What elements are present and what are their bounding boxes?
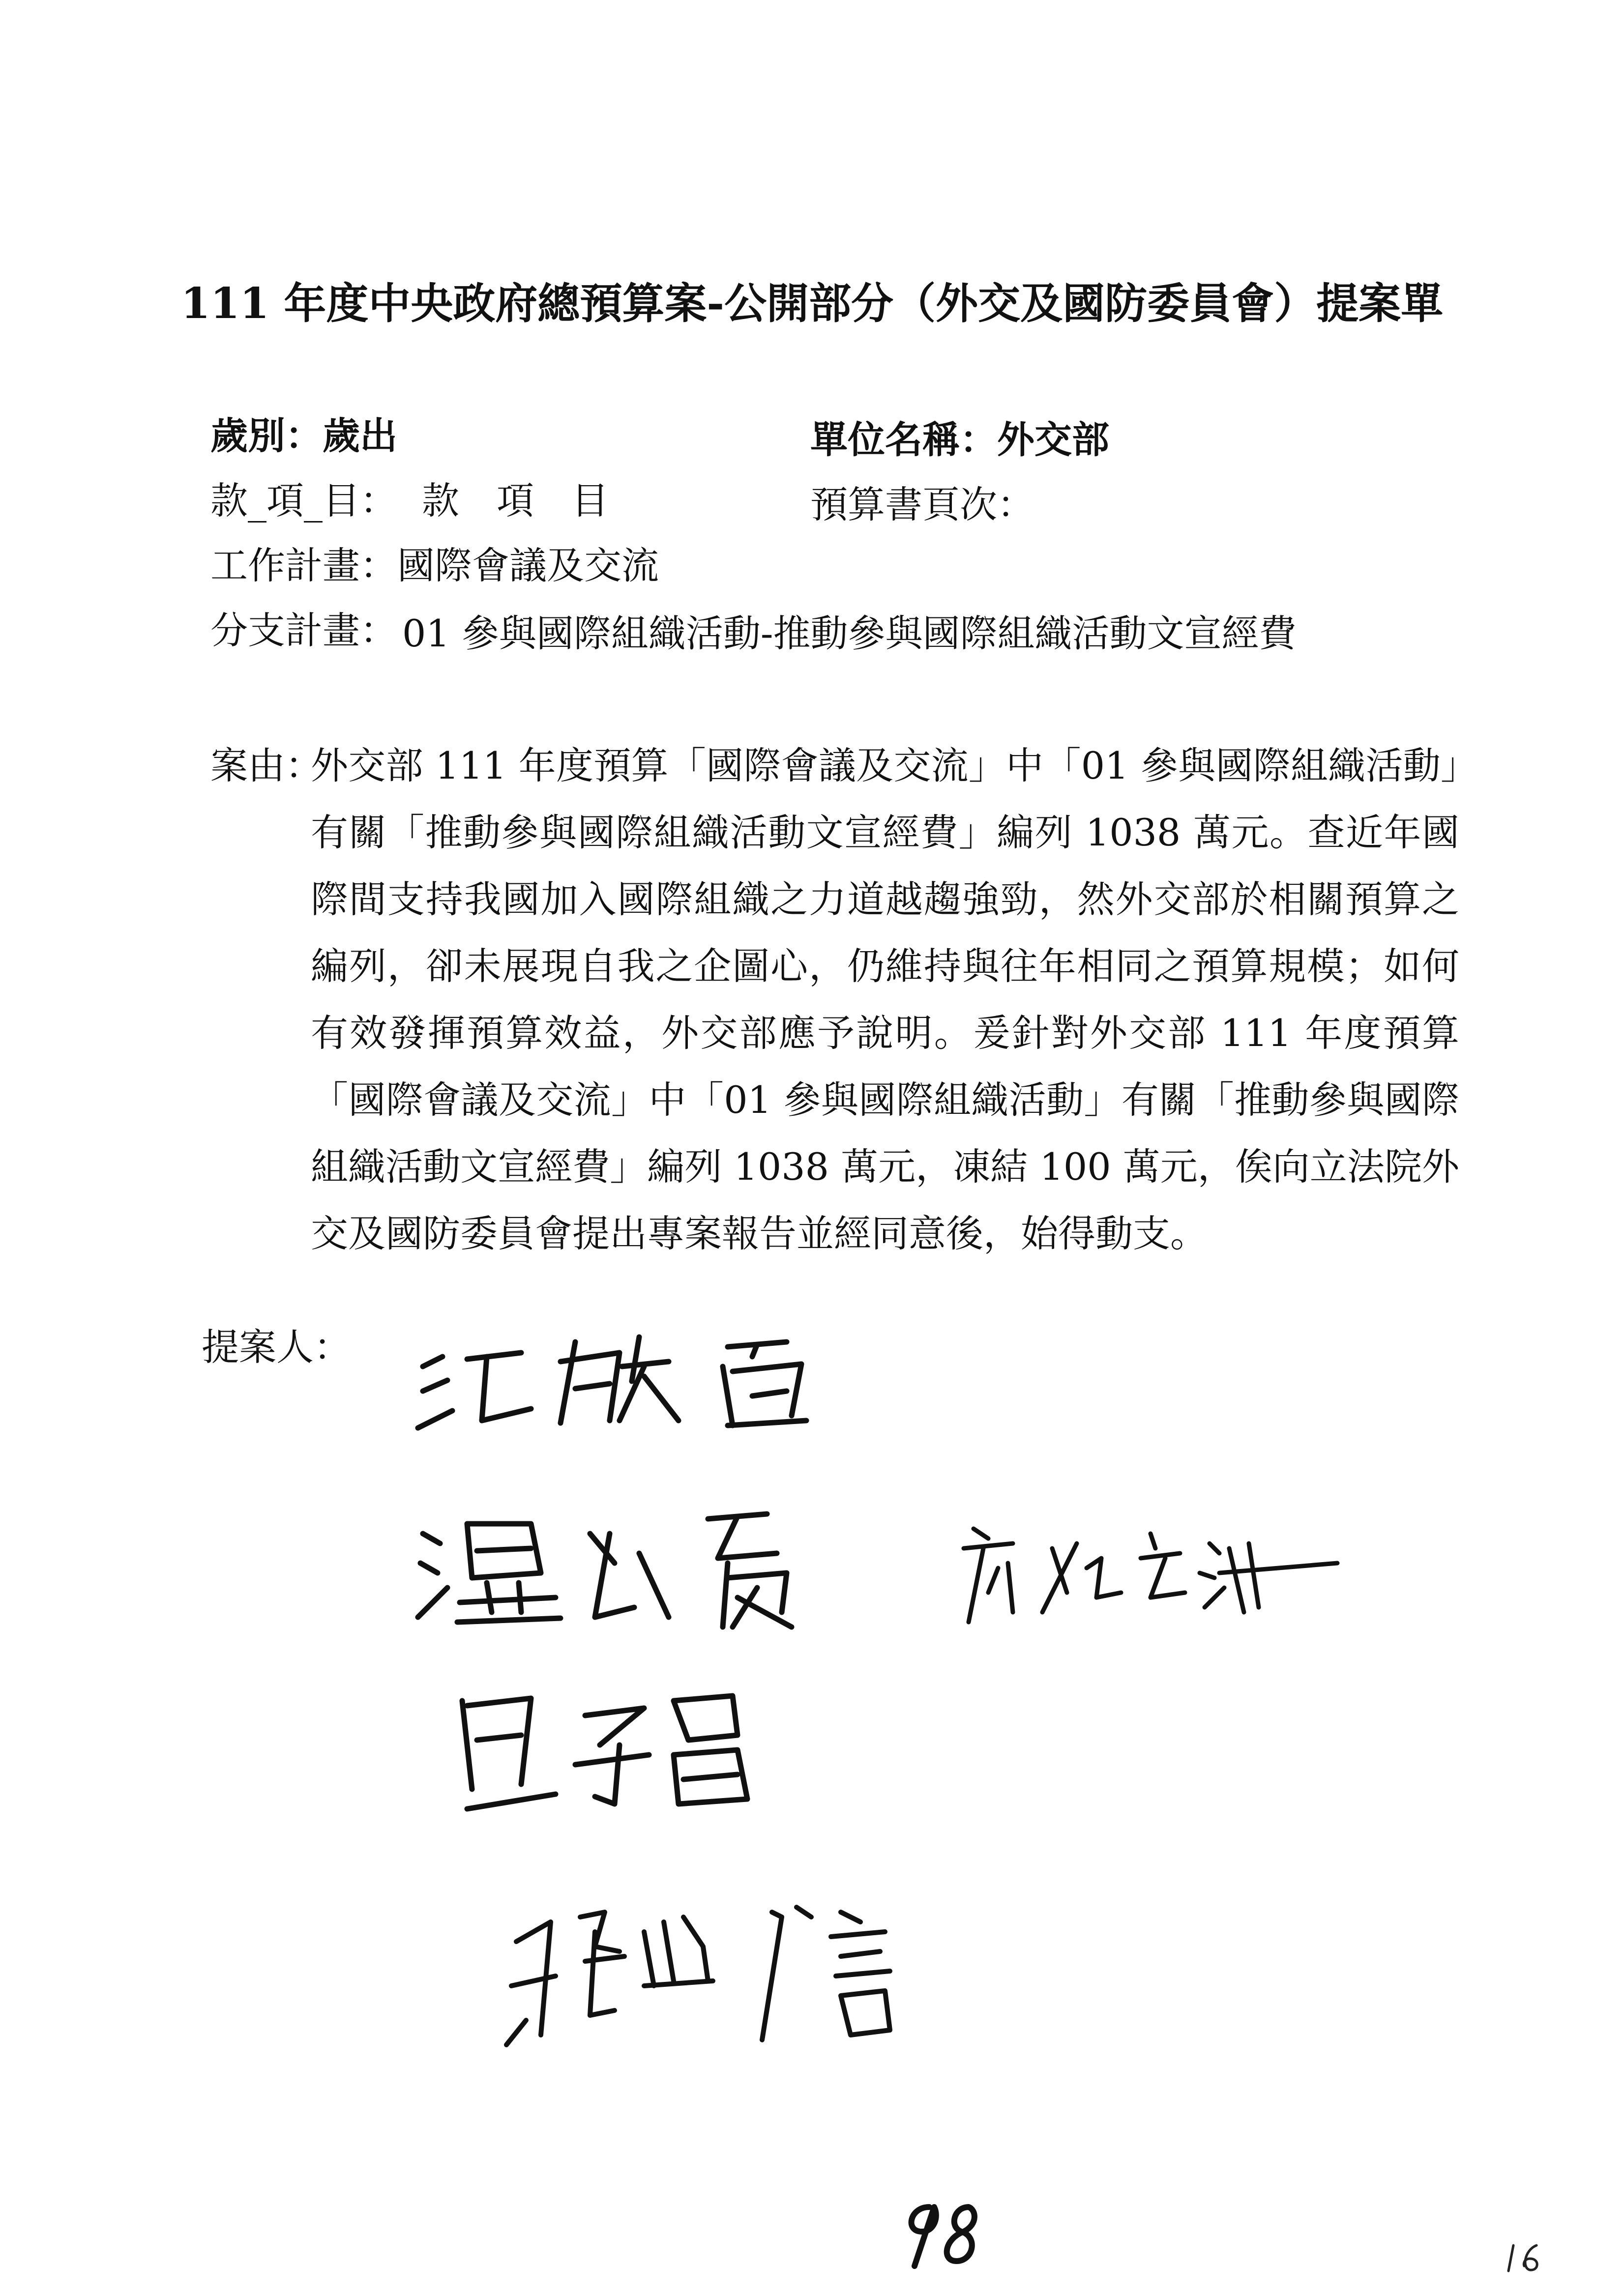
sheet-number bbox=[1505, 2241, 1549, 2278]
signature-3 bbox=[954, 1514, 1347, 1634]
sub-plan-label: 分支計畫： bbox=[210, 609, 397, 652]
signature-2 bbox=[413, 1504, 856, 1634]
signature-1 bbox=[413, 1322, 895, 1437]
handwritten-page-number bbox=[895, 2197, 993, 2273]
item-label: 款_項_目： bbox=[210, 479, 397, 523]
reason-text: 外交部 111 年度預算「國際會議及交流」中「01 參與國際組織活動」有關「推動參與國際組織活動文宣經費」編列 1038 萬元。查近年國際間支持我國加入國際組織之力道越趨強勁，然外交部於相關預算之編列，卻未展現自我之企圖心，仍維持與往年相同之預算規模；如何有效發揮預算效益，外交部應予說明。爰針對外交部 111 年度預算「國際會議及交流」中「01 參與國際組織活動」有關「推動參與國際組織活動文宣經費」編列 1038 萬元，凍結 100 萬元，俟向立法院外交及國防委員會提出專案報告並經同意後，始得動支。 bbox=[311, 744, 1459, 1255]
reason-label: 案由： bbox=[210, 744, 323, 787]
category-label: 歲別：歲出 bbox=[210, 414, 397, 458]
reason-section bbox=[210, 732, 1459, 1267]
document-title: 111 年度中央政府總預算案-公開部分（外交及國防委員會）提案單 bbox=[180, 279, 1444, 328]
unit-label: 單位名稱：外交部 bbox=[810, 418, 1109, 462]
budget-page-label: 預算書頁次： bbox=[810, 483, 1034, 526]
sub-plan-value: 01 參與國際組織活動-推動參與國際組織活動文宣經費 bbox=[402, 611, 1297, 655]
signature-5 bbox=[497, 1888, 1008, 2052]
work-plan-label: 工作計畫：國際會議及交流 bbox=[210, 544, 659, 587]
proposer-label: 提案人： bbox=[202, 1325, 351, 1369]
signature-4 bbox=[443, 1681, 777, 1816]
item-value: 款 項 目 bbox=[422, 479, 609, 523]
